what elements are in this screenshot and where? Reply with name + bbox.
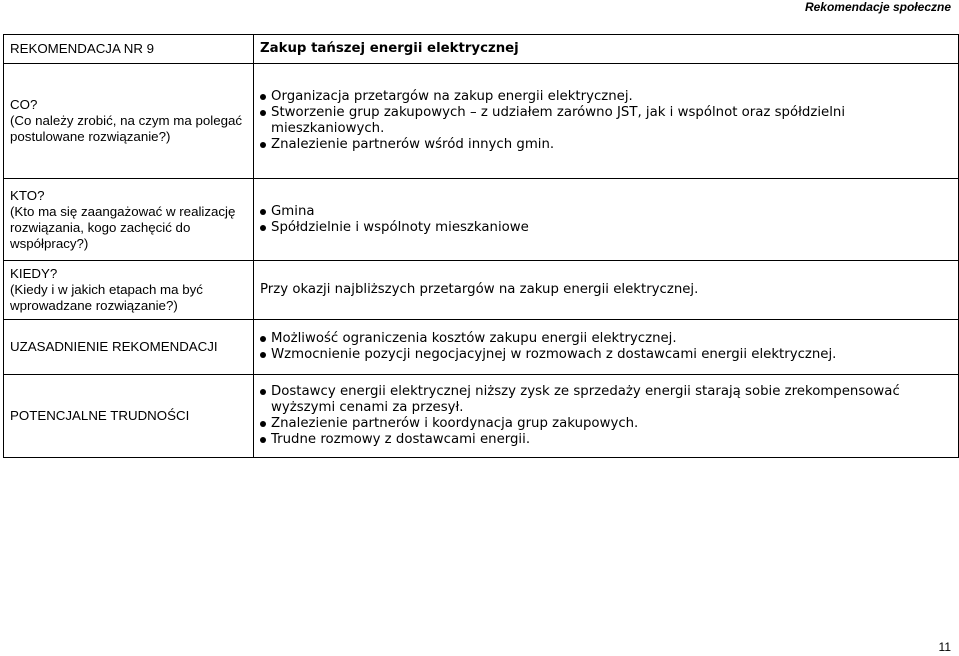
row-content [254, 320, 959, 375]
row-content [254, 179, 959, 261]
page-number: 11 [938, 640, 951, 654]
list-item: Możliwość ograniczenia kosztów zakupu energii elektrycznej. [260, 331, 952, 347]
row-content [254, 64, 959, 179]
list-item: Znalezienie partnerów i koordynacja grup zakupowych. [260, 416, 952, 432]
recommendation-title: Zakup tańszej energii elektrycznej [254, 35, 959, 64]
row-label: REKOMENDACJA NR 9 [4, 35, 254, 64]
table-row [4, 375, 959, 458]
row-label: UZASADNIENIE REKOMENDACJI [4, 320, 254, 375]
list-item: Znalezienie partnerów wśród innych gmin. [260, 137, 952, 153]
table-row [4, 64, 959, 179]
row-label: CO? (Co należy zrobić, na czym ma polegać postulowane rozwiązanie?) [4, 64, 254, 179]
table-row [4, 179, 959, 261]
list-item: Wzmocnienie pozycji negocjacyjnej w rozmowach z dostawcami energii elektrycznej. [260, 347, 952, 363]
bullet-list [260, 384, 952, 448]
row-label: POTENCJALNE TRUDNOŚCI [4, 375, 254, 458]
table-row [4, 261, 959, 320]
bullet-list [260, 331, 952, 363]
row-content [254, 375, 959, 458]
list-item: Dostawcy energii elektrycznej niższy zysk ze sprzedaży energii starają sobie zrekompensować wyższymi cenami za przesył. [260, 384, 952, 416]
bullet-list [260, 89, 952, 153]
table-row [4, 320, 959, 375]
bullet-list [260, 204, 952, 236]
row-content: Przy okazji najbliższych przetargów na zakup energii elektrycznej. [254, 261, 959, 320]
page-header: Rekomendacje społeczne [804, 0, 951, 14]
list-item: Organizacja przetargów na zakup energii elektrycznej. [260, 89, 952, 105]
list-item: Trudne rozmowy z dostawcami energii. [260, 432, 952, 448]
list-item: Spółdzielnie i wspólnoty mieszkaniowe [260, 220, 952, 236]
row-label: KTO? (Kto ma się zaangażować w realizację rozwiązania, kogo zachęcić do współpracy?) [4, 179, 254, 261]
recommendation-table [3, 34, 959, 458]
list-item: Stworzenie grup zakupowych – z udziałem zarówno JST, jak i wspólnot oraz spółdzielni mieszkaniowych. [260, 105, 952, 137]
row-label: KIEDY? (Kiedy i w jakich etapach ma być wprowadzane rozwiązanie?) [4, 261, 254, 320]
table-row [4, 35, 959, 64]
list-item: Gmina [260, 204, 952, 220]
